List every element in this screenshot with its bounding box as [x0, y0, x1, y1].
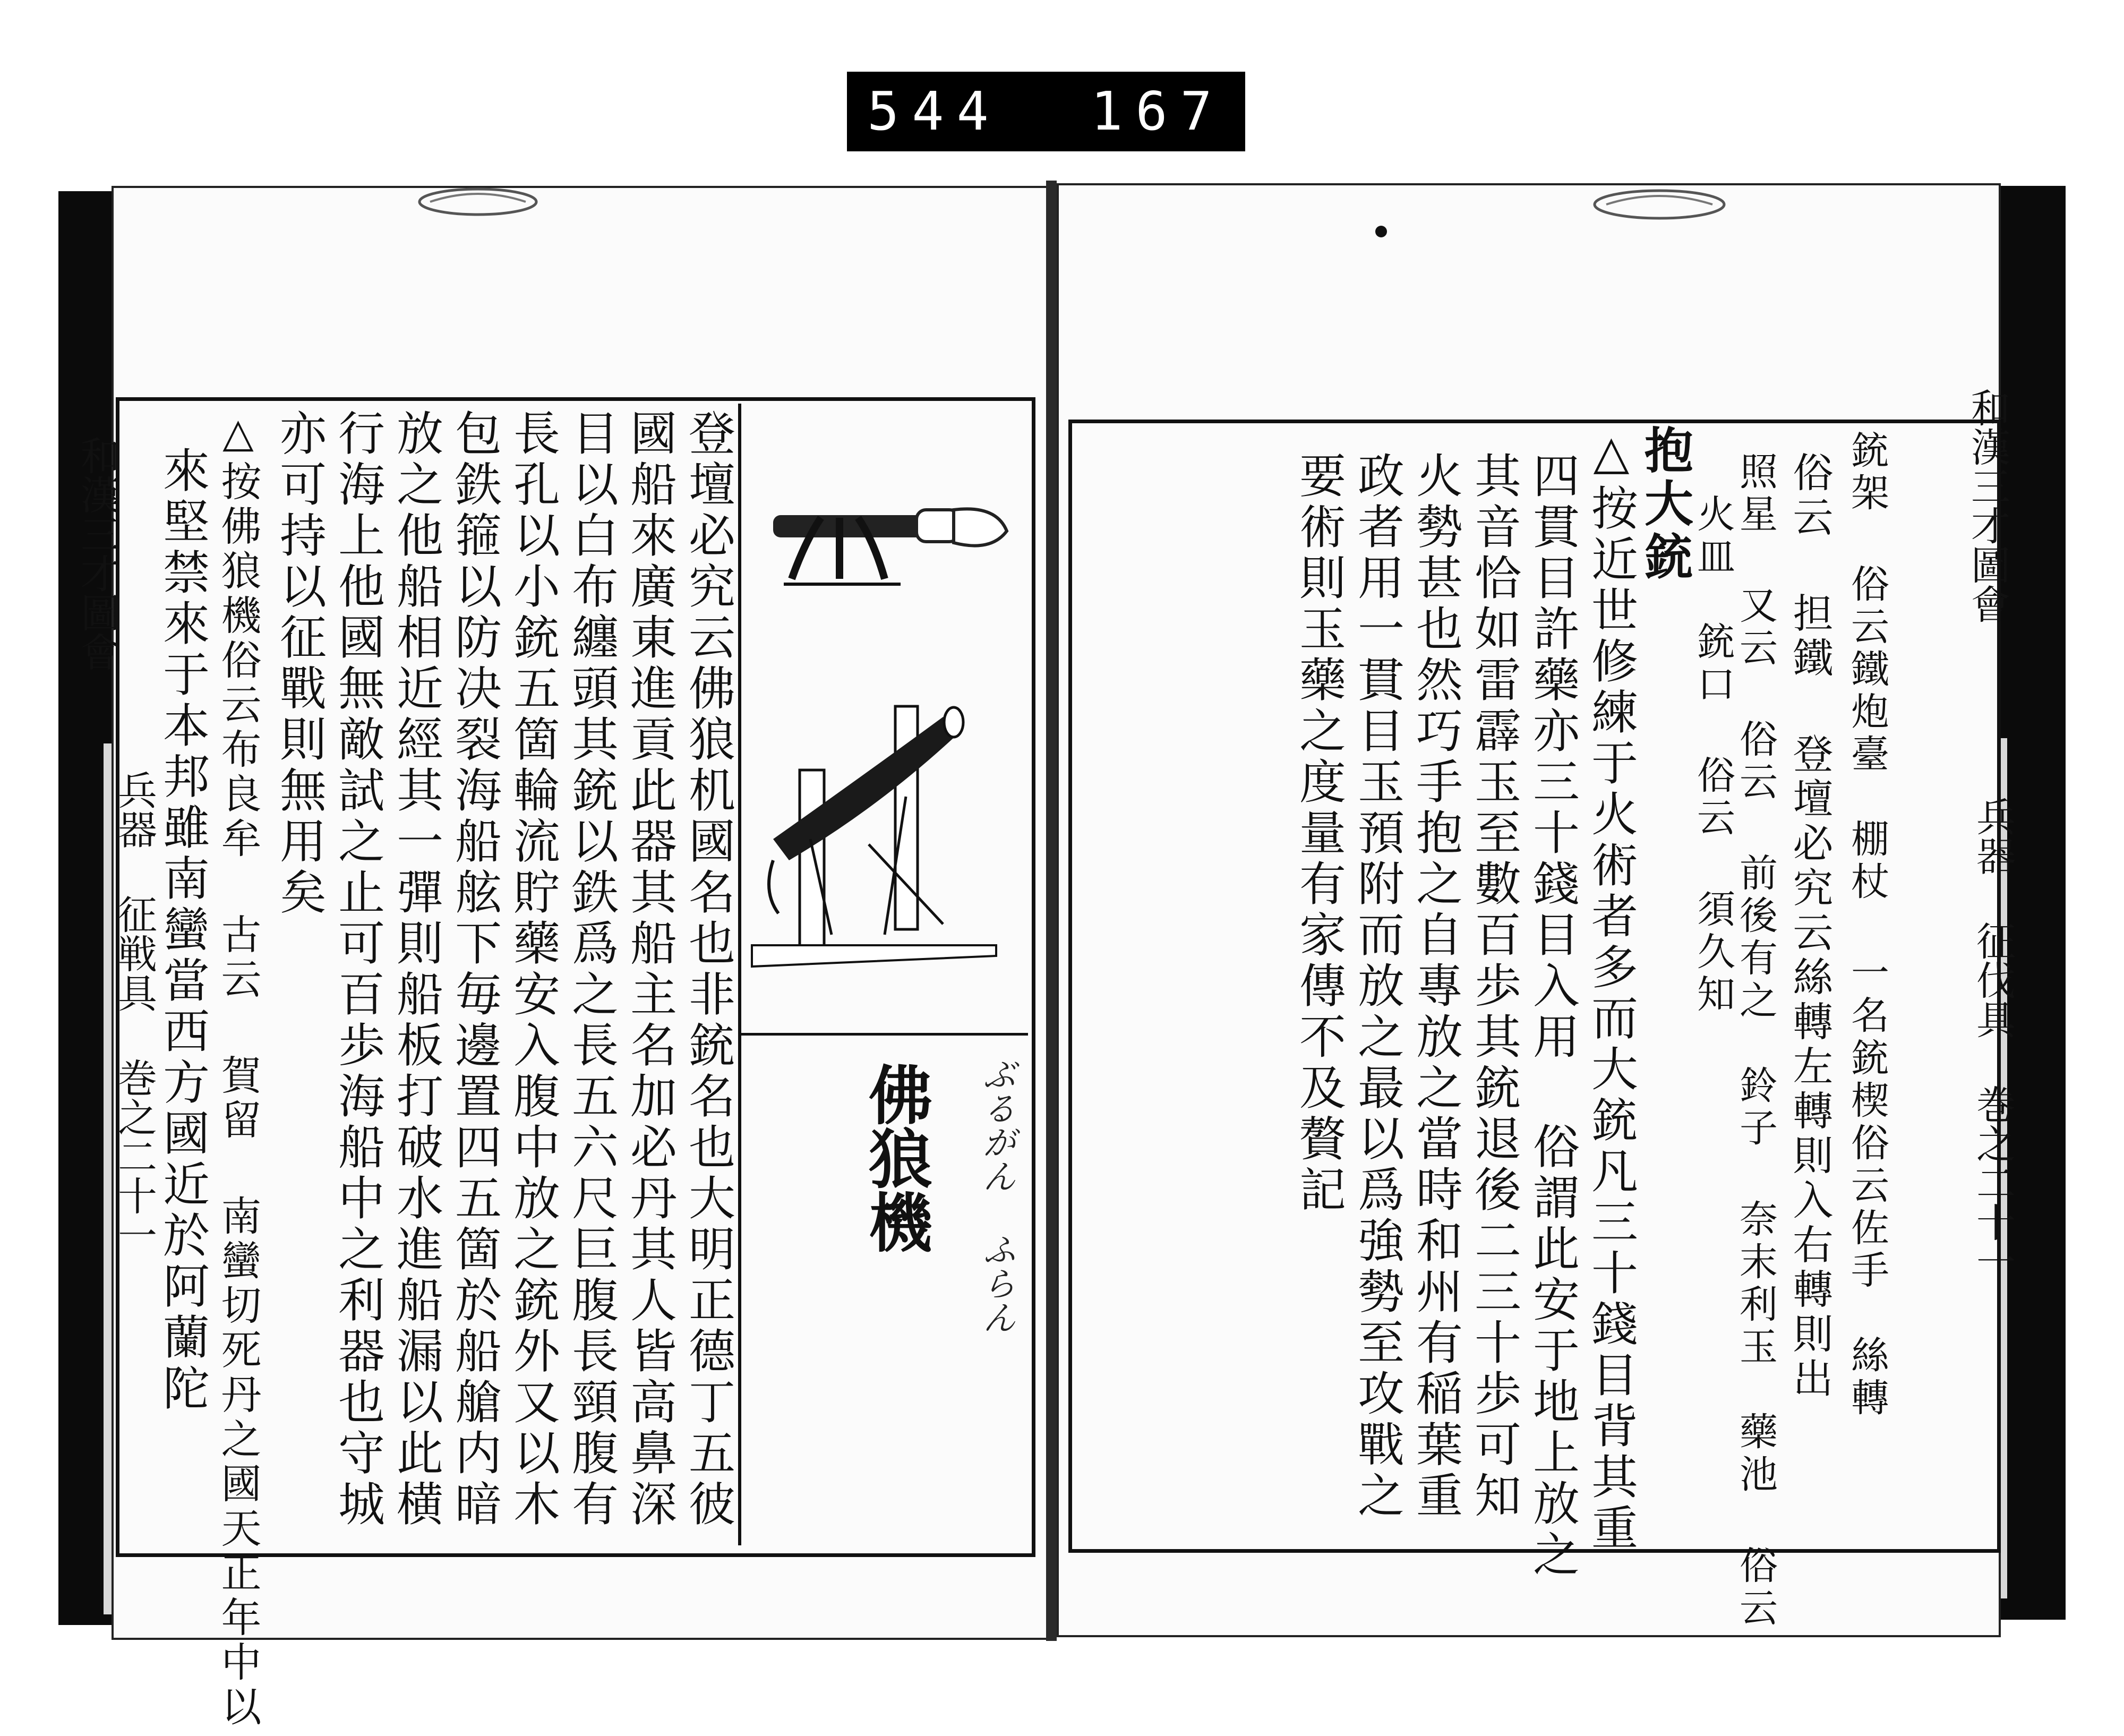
side-label-right-top: 和漢三才圖會 — [1965, 388, 2010, 623]
left-text-column-8: 亦可持以征戰則無用矣 — [272, 409, 327, 919]
book-gutter — [1046, 181, 1057, 1641]
cannon-illustration — [741, 404, 1028, 1033]
right-text-column-1: 銃架 俗云鐵炮臺 棚杖 一名銃楔俗云佐手 絲轉 — [1845, 430, 1889, 1420]
right-text-column-6: 四貫目許藥亦三十錢目入用 俗謂此安于地上放之 — [1526, 451, 1580, 1581]
left-text-column-4: 長孔以小銃五箇輪流貯藥安入腹中放之銃外又以木 — [506, 409, 561, 1530]
right-text-column-2: 俗云 担鐵 登壇必究云絲轉左轉則入右轉則出 — [1786, 451, 1834, 1402]
catalog-label-text: 544 167 — [867, 80, 1225, 142]
left-text-column-5: 包鉄箍以防决裂海船舷下毎邊置四五箇於船艙内暗 — [448, 409, 502, 1530]
left-text-column-7: 行海上他國無敵試之止可百歩海船中之利器也守城 — [331, 409, 386, 1530]
right-text-column-8: 火勢甚也然巧手抱之自專放之當時和州有稲葉重 — [1409, 451, 1463, 1522]
cannon-barrel-drawing — [773, 509, 1007, 584]
left-text-column-6: 放之他船相近經其一彈則船板打破水進船漏以此横 — [389, 409, 444, 1530]
right-text-column-3: 照星 又云 俗云 前後有之 鈴子 奈末利玉 藥池 俗云 — [1733, 451, 1778, 1630]
left-text-column-9: △按佛狼機俗云布良牟 古云 賀留 南蠻切死丹之國天正年中以 — [215, 409, 262, 1730]
cannon-stand-drawing — [752, 706, 996, 967]
seal-stamp-left — [414, 183, 542, 220]
left-text-column-1: 登壇必究云佛狼机國名也非銃名也大明正德丁五彼 — [681, 409, 736, 1530]
side-label-left-bottom: 兵器 征戦具 巻之二十一 — [112, 770, 157, 1254]
side-label-left-top: 和漢三才圖會 — [74, 435, 120, 671]
left-text-column-3: 目以白布纏頭其銃以鉄爲之長五六尺巨腹長頸腹有 — [564, 409, 619, 1530]
illustration-title: 佛狼機 — [858, 1062, 933, 1253]
left-text-column-10: 來堅禁來于本邦雖南蠻當西方國近於阿蘭陀 — [156, 446, 210, 1415]
right-text-column-10: 要術則玉藥之度量有家傳不及贅記 — [1292, 451, 1347, 1216]
right-text-column-4: 火皿 銃口 俗云 須久知 — [1691, 494, 1735, 1016]
ink-dot — [1375, 226, 1387, 237]
right-text-column-9: 政者用一貫目玉預附而放之最以爲強勢至攻戰之 — [1350, 451, 1405, 1522]
right-section-heading: 抱大銃 — [1637, 425, 1694, 584]
seal-stamp-right — [1588, 183, 1731, 226]
illustration-bottom-rule — [741, 1033, 1028, 1036]
right-text-column-5: △按近世修練于火術者多而大銃凡三十錢目背其重 — [1584, 425, 1639, 1554]
left-text-column-2: 國船來廣東進貢此器其船主名加必丹其人皆高鼻深 — [623, 409, 678, 1530]
side-label-right-bottom: 兵器 征伐具 巻之二十一 — [1970, 797, 2016, 1281]
right-text-column-7: 其音恰如雷霹玉至數百歩其銃退後二三十歩可知 — [1467, 451, 1522, 1522]
illustration-title-kana: ぶるがん ふらん — [977, 1057, 1016, 1334]
